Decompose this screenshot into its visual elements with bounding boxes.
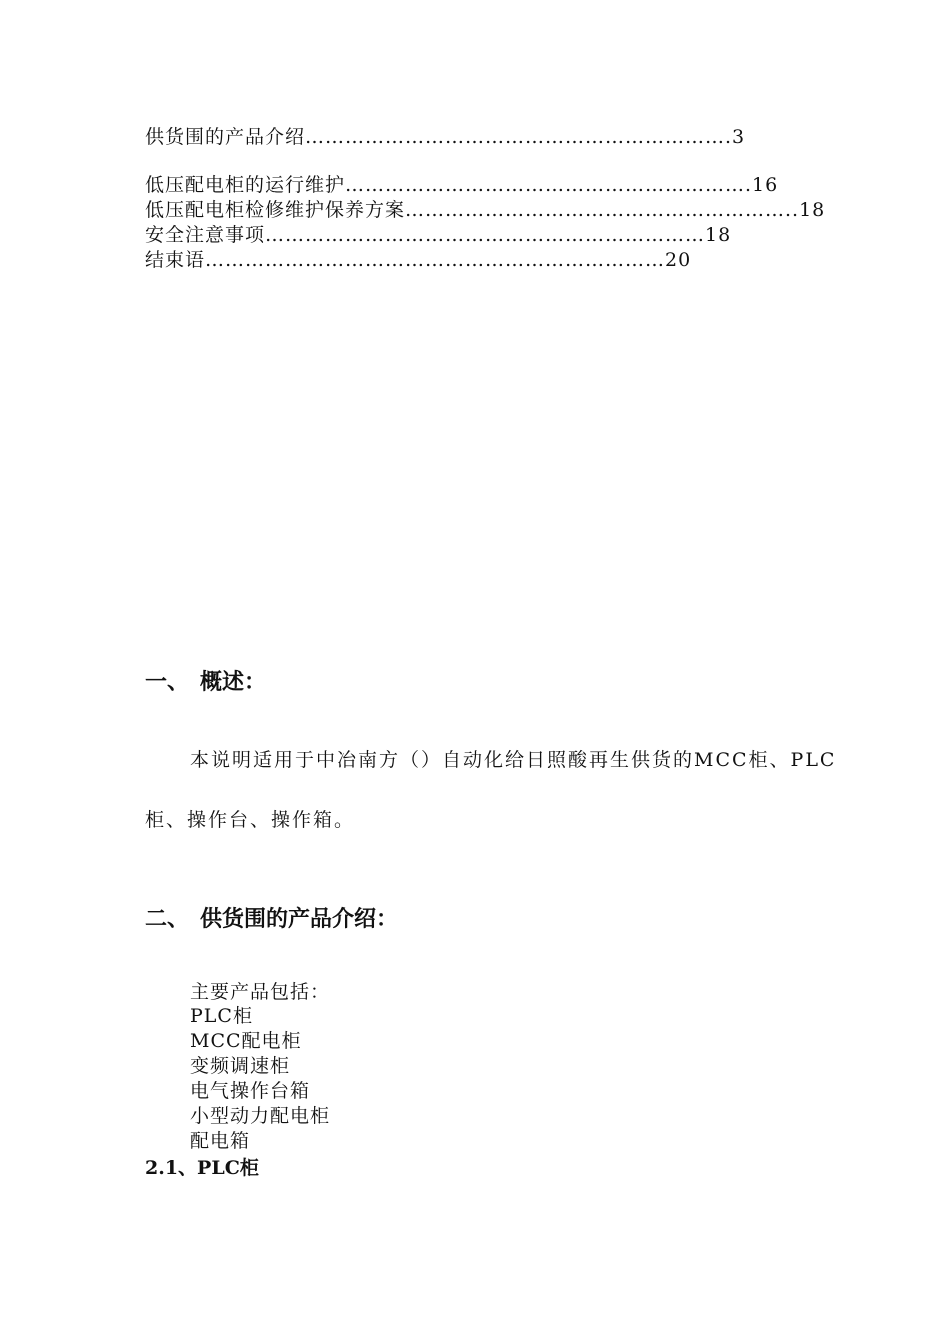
section-number: 一、 (145, 670, 190, 695)
paragraph-line: 本说明适用于中冶南方（）自动化给日照酸再生供货的MCC柜、PLC (190, 749, 837, 771)
section-heading (145, 902, 398, 933)
list-item: PLC柜 (190, 1005, 253, 1027)
toc-entry[interactable] (145, 198, 825, 222)
toc-leader: …………………………………………………………… (205, 249, 666, 271)
section-title: 概述： (200, 670, 267, 695)
toc-page: ..18 (785, 199, 826, 221)
paragraph-line: 柜、操作台、操作箱。 (145, 809, 356, 831)
toc-page: 18 (705, 224, 732, 246)
subsection-heading: 2.1、PLC柜 (145, 1157, 259, 1179)
toc-page: .3 (725, 126, 746, 148)
toc-title: 结束语 (145, 249, 206, 271)
list-item: 变频调速柜 (190, 1055, 291, 1077)
section-title: 供货围的产品介绍： (200, 907, 399, 932)
toc-leader: …………………………………………………… (345, 174, 746, 196)
toc-title: 供货围的产品介绍 (145, 126, 306, 148)
toc-leader: ………………………………………………… (405, 199, 786, 221)
list-item: 配电箱 (190, 1130, 251, 1152)
list-item: MCC配电柜 (190, 1030, 302, 1052)
toc-entry[interactable] (145, 125, 745, 149)
toc-title: 低压配电柜检修维护保养方案 (145, 199, 406, 221)
toc-leader: ……………………………………………………… (305, 126, 726, 148)
toc-entry[interactable] (145, 173, 778, 197)
section-heading (145, 665, 266, 696)
list-intro: 主要产品包括： (190, 981, 331, 1003)
toc-title: 安全注意事项 (145, 224, 266, 246)
list-item: 小型动力配电柜 (190, 1105, 331, 1127)
toc-leader: ………………………………………………………… (265, 224, 706, 246)
list-item: 电气操作台箱 (190, 1080, 311, 1102)
toc-entry[interactable] (145, 248, 691, 272)
toc-title: 低压配电柜的运行维护 (145, 174, 346, 196)
section-number: 二、 (145, 907, 190, 932)
toc-page: 20 (665, 249, 692, 271)
toc-entry[interactable] (145, 223, 731, 247)
toc-page: .16 (745, 174, 779, 196)
